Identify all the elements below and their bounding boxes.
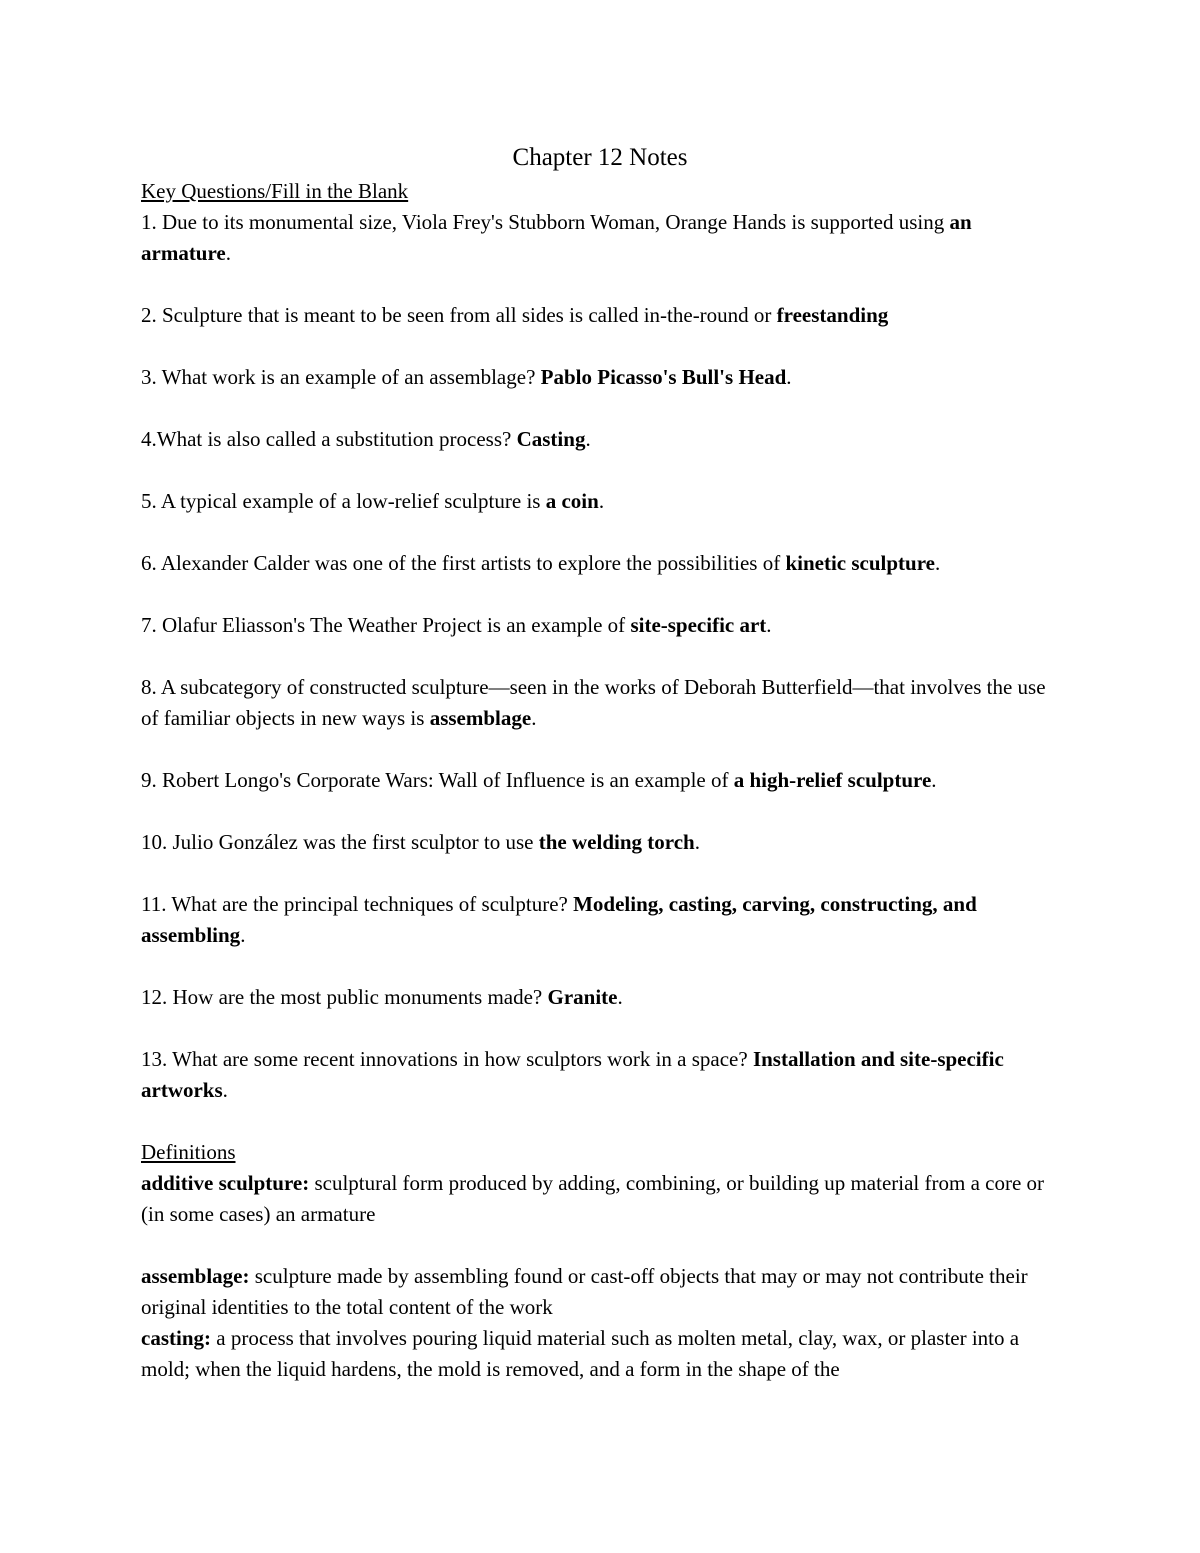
question-item: 13. What are some recent innovations in how sculptors work in a space? Installation and site-specific artworks.	[141, 1047, 1004, 1102]
question-item: 3. What work is an example of an assemblage? Pablo Picasso's Bull's Head.	[141, 365, 792, 389]
definition-text: sculptural form produced by adding, combining, or building up material from a core or (in some cases) an armature	[141, 1171, 1045, 1226]
question-item: 12. How are the most public monuments made? Granite.	[141, 985, 623, 1009]
question-item: 5. A typical example of a low-relief sculpture is a coin.	[141, 489, 605, 513]
definition-term: additive sculpture:	[141, 1171, 310, 1195]
document-body	[141, 176, 1061, 1385]
definition-item	[141, 1323, 1061, 1385]
definition-item	[141, 1261, 1061, 1323]
key-questions-heading: Key Questions/Fill in the Blank	[141, 179, 409, 203]
question-item: 4.What is also called a substitution process? Casting.	[141, 427, 591, 451]
question-item: 7. Olafur Eliasson's The Weather Project is an example of site-specific art.	[141, 613, 772, 637]
question-item: 2. Sculpture that is meant to be seen from all sides is called in-the-round or freestanding	[141, 303, 889, 327]
question-item: 10. Julio González was the first sculptor to use the welding torch.	[141, 830, 700, 854]
definition-term: assemblage:	[141, 1264, 250, 1288]
question-item: 11. What are the principal techniques of sculpture? Modeling, casting, carving, constructing, and assembling.	[141, 892, 977, 947]
definitions-heading: Definitions	[141, 1140, 236, 1164]
question-item: 1. Due to its monumental size, Viola Frey's Stubborn Woman, Orange Hands is supported using an armature.	[141, 210, 972, 265]
definition-term: casting:	[141, 1326, 211, 1350]
question-item: 8. A subcategory of constructed sculpture—seen in the works of Deborah Butterfield—that involves the use of familiar objects in new ways is assemblage.	[141, 675, 1046, 730]
question-item: 9. Robert Longo's Corporate Wars: Wall of Influence is an example of a high-relief sculpture.	[141, 768, 937, 792]
question-item: 6. Alexander Calder was one of the first artists to explore the possibilities of kinetic sculpture.	[141, 551, 941, 575]
definition-text: sculpture made by assembling found or cast-off objects that may or may not contribute their original identities to the total content of the work	[141, 1264, 1028, 1319]
page-title: Chapter 12 Notes	[512, 144, 688, 171]
definition-item	[141, 1168, 1061, 1230]
definition-text: a process that involves pouring liquid material such as molten metal, clay, wax, or plaster into a mold; when the liquid hardens, the mold is removed, and a form in the shape of the	[141, 1326, 1020, 1381]
